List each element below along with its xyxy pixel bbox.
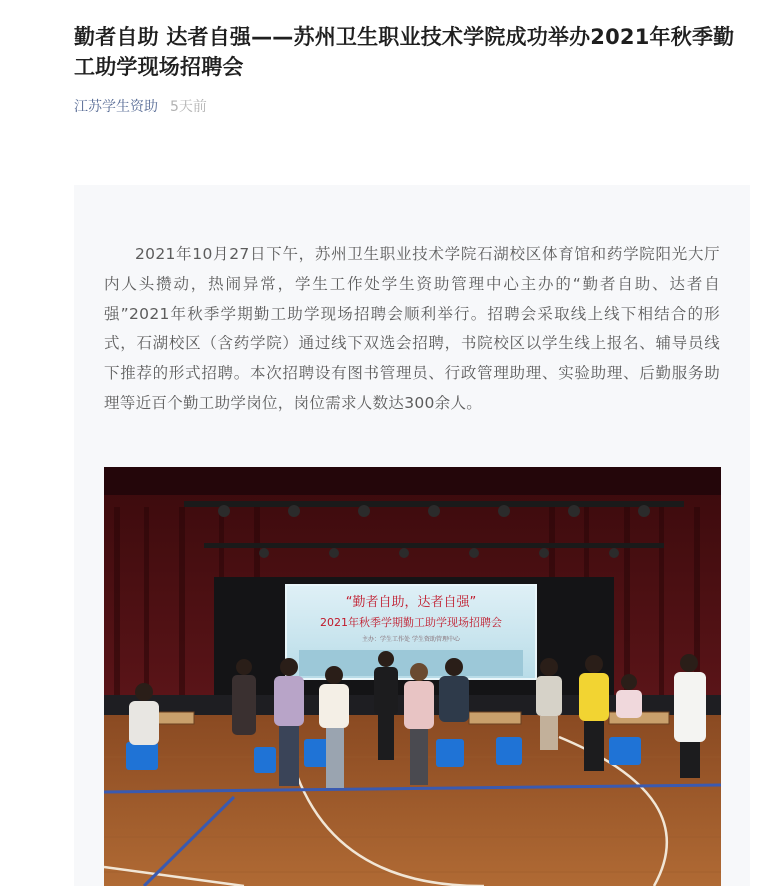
article-content: [74, 185, 750, 886]
event-photo: [104, 467, 721, 886]
screen-line-1: “勤者自助，达者自强”: [345, 595, 477, 610]
screen-line-3: 主办：学生工作处 学生资助管理中心: [362, 636, 460, 643]
screen-line-2: 2021年秋季学期勤工助学现场招聘会: [320, 616, 502, 629]
article-meta: [74, 96, 207, 116]
account-name-link[interactable]: 江苏学生资助: [74, 99, 158, 115]
article-title: 勤者自助 达者自强——苏州卫生职业技术学院成功举办2021年秋季勤工助学现场招聘会: [74, 25, 735, 79]
publish-time: 5天前: [170, 99, 207, 115]
article-paragraph: 2021年10月27日下午，苏州卫生职业技术学院石湖校区体育馆和药学院阳光大厅内人头攒动，热闹异常，学生工作处学生资助管理中心主办的“勤者自助、达者自强”2021年秋季学期勤工助学现场招聘会顺利举行。招聘会采取线上线下相结合的形式，石湖校区（含药学院）通过线下双选会招聘，书院校区以学生线上报名、辅导员线下推荐的形式招聘。本次招聘设有图书管理员、行政管理助理、实验助理、后勤服务助理等近百个勤工助学岗位，岗位需求人数达300余人。: [104, 245, 720, 412]
